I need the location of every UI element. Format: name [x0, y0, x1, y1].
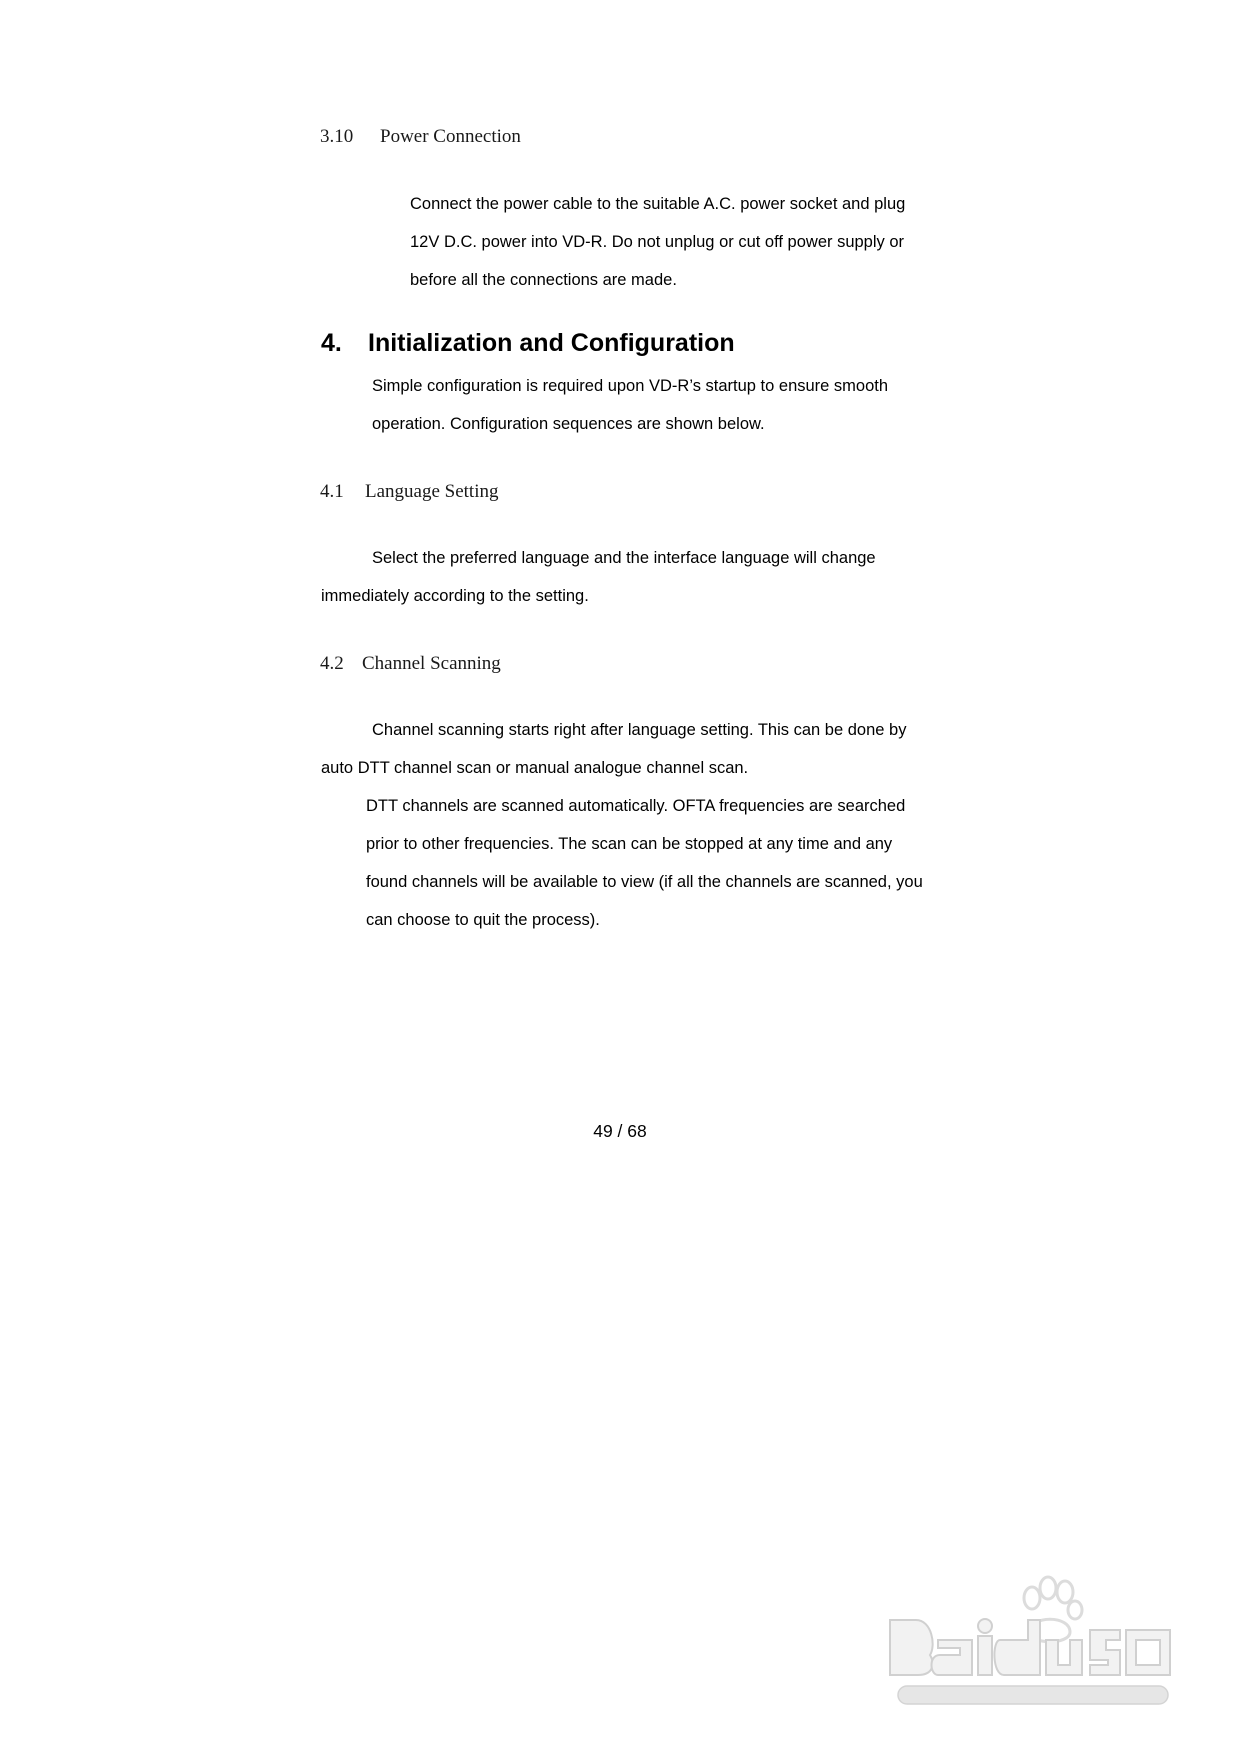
section-number: 3.10	[320, 126, 354, 147]
section-title: Power Connection	[380, 126, 521, 147]
section-3-10-heading	[320, 126, 521, 148]
paragraph-line: prior to other frequencies. The scan can be stopped at any time and any	[366, 835, 893, 853]
paragraph-line: Simple configuration is required upon VD-R’s startup to ensure smooth	[372, 377, 889, 395]
paragraph-line: immediately according to the setting.	[321, 587, 589, 605]
page-number: 49 / 68	[593, 1121, 647, 1141]
paragraph-line: before all the connections are made.	[410, 271, 677, 289]
paragraph-line: found channels will be available to view (if all the channels are scanned, you	[366, 873, 923, 891]
section-title: Language Setting	[365, 481, 499, 502]
paragraph-line: auto DTT channel scan or manual analogue channel scan.	[321, 759, 749, 777]
paragraph-line: Connect the power cable to the suitable A.C. power socket and plug	[410, 195, 906, 213]
paragraph-line: 12V D.C. power into VD-R. Do not unplug or cut off power supply or	[410, 233, 905, 251]
section-4-1-heading	[320, 481, 499, 503]
section-number: 4.	[321, 329, 342, 357]
paragraph-line: Select the preferred language and the interface language will change	[372, 549, 876, 567]
paragraph-line: Channel scanning starts right after language setting. This can be done by	[372, 721, 907, 739]
baidu-jingyan-watermark	[880, 1570, 1180, 1710]
paragraph-line: DTT channels are scanned automatically. OFTA frequencies are searched	[366, 797, 906, 815]
section-number: 4.1	[320, 481, 344, 502]
paragraph-line: can choose to quit the process).	[366, 911, 600, 929]
section-number: 4.2	[320, 653, 344, 674]
section-title: Initialization and Configuration	[368, 329, 735, 357]
section-4-2-heading	[320, 653, 501, 675]
paragraph-line: operation. Configuration sequences are shown below.	[372, 415, 765, 433]
section-4-heading	[321, 329, 735, 358]
section-title: Channel Scanning	[362, 653, 501, 674]
